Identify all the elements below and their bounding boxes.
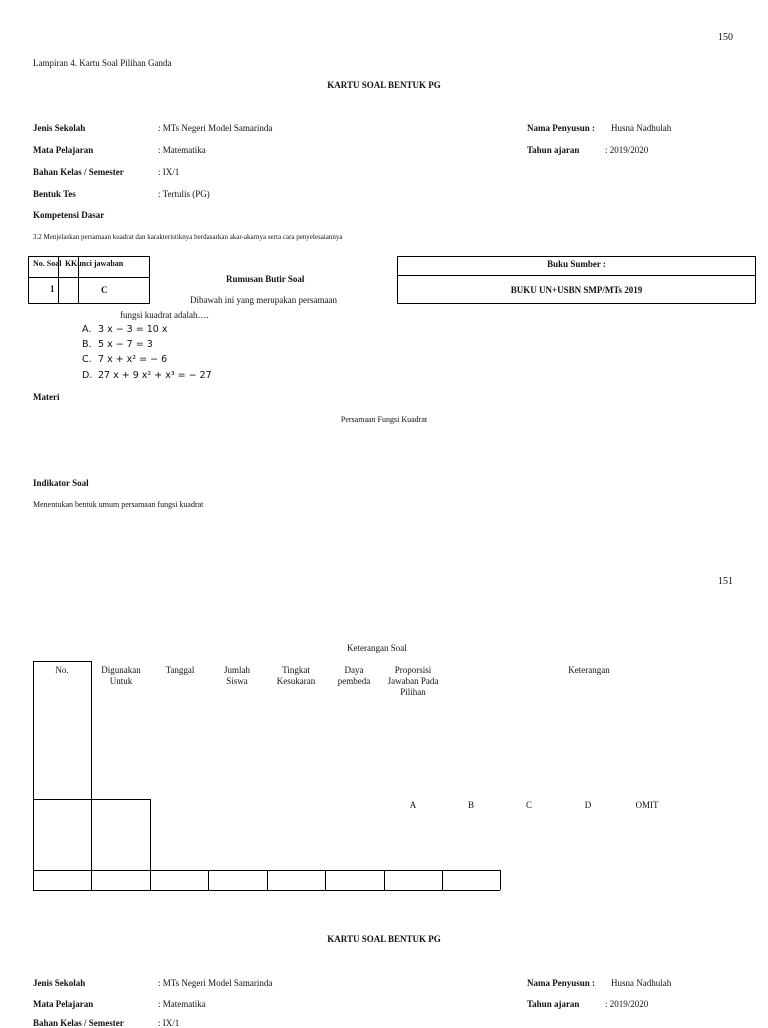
indikator-value: Menentukan bentuk umum persamaan fungsi kuadrat (33, 500, 204, 509)
tahun-ajaran-label: Tahun ajaran (527, 145, 580, 155)
materi-label: Materi (33, 392, 60, 402)
jenis-sekolah-label: Jenis Sekolah (33, 123, 86, 133)
page-number-2: 151 (718, 576, 733, 587)
bentuk-tes-label: Bentuk Tes (33, 189, 76, 199)
nama-penyusun-label: Nama Penyusun : (527, 123, 596, 133)
no-soal-header: No. Soal (33, 259, 62, 268)
option-b: B. 5 x − 7 = 3 (82, 339, 153, 350)
nama-penyusun-value-2: Husna Nadhulah (611, 978, 672, 988)
choice-omit: OMIT (635, 800, 659, 810)
k-header: K (65, 259, 72, 268)
question-text-line2: fungsi kuadrat adalah…. (120, 310, 209, 320)
kunci-jawaban-header: Kunci jawaban (71, 259, 124, 268)
tahun-ajaran-label-2: Tahun ajaran (527, 999, 580, 1009)
choice-b: B (467, 800, 474, 810)
header-no: No. (55, 665, 69, 675)
choice-a: A (409, 800, 417, 810)
header-digunakan: Digunakan Untuk (101, 665, 141, 686)
nama-penyusun-label-2: Nama Penyusun : (527, 978, 596, 988)
keterangan-soal-label: Keterangan Soal (347, 643, 407, 653)
header-proporsisi: Proporsisi Jawaban Pada Pilihan (387, 665, 439, 697)
option-c: C. 7 x + x² = − 6 (82, 354, 168, 365)
choice-d: D (584, 800, 592, 810)
buku-sumber-value: BUKU UN+USBN SMP/MTs 2019 (510, 285, 643, 295)
nama-penyusun-value: Husna Nadhulah (611, 123, 672, 133)
mata-pelajaran-value: : Matematika (158, 145, 206, 155)
mata-pelajaran-value-2: : Matematika (158, 999, 206, 1009)
indikator-label: Indikator Soal (33, 478, 89, 488)
page-number: 150 (718, 32, 733, 43)
jenis-sekolah-value: : MTs Negeri Model Samarinda (158, 123, 273, 133)
jenis-sekolah-value-2: : MTs Negeri Model Samarinda (158, 978, 273, 988)
header-jumlah: Jumlah Siswa (224, 665, 250, 686)
option-d: D. 27 x + 9 x² + x³ = − 27 (82, 370, 212, 381)
header-tanggal: Tanggal (165, 665, 195, 675)
bahan-kelas-label-2: Bahan Kelas / Semester (33, 1018, 124, 1028)
header-keterangan: Keterangan (568, 665, 610, 675)
appendix-label: Lampiran 4. Kartu Soal Pilihan Ganda (33, 58, 172, 68)
header-daya: Daya pembeda (337, 665, 371, 686)
option-a: A. 3 x − 3 = 10 x (82, 324, 168, 335)
buku-sumber-label: Buku Sumber : (547, 259, 606, 269)
question-number: 1 (50, 284, 55, 294)
bahan-kelas-value: : IX/1 (158, 167, 180, 177)
bahan-kelas-value-2: : IX/1 (158, 1018, 180, 1028)
answer-key-value: C (101, 285, 108, 295)
materi-value: Persamaan Fungsi Kuadrat (340, 415, 428, 424)
tahun-ajaran-value: : 2019/2020 (605, 145, 649, 155)
card-title-2: KARTU SOAL BENTUK PG (327, 934, 441, 944)
kompetensi-label: Kompetensi Dasar (33, 210, 105, 220)
jenis-sekolah-label-2: Jenis Sekolah (33, 978, 86, 988)
question-text-line1: Dibawah ini yang merupakan persamaan (190, 295, 337, 305)
mata-pelajaran-label: Mata Pelajaran (33, 145, 94, 155)
header-tingkat: Tingkat Kesukaran (276, 665, 316, 686)
bahan-kelas-label: Bahan Kelas / Semester (33, 167, 124, 177)
choice-c: C (525, 800, 532, 810)
tahun-ajaran-value-2: : 2019/2020 (605, 999, 649, 1009)
rumusan-label: Rumusan Butir Soal (226, 274, 305, 284)
kompetensi-text: 3.2 Menjelaskan persamaan kuadrat dan karakteristiknya berdasarkan akar-akarnya serta cara penyelesaiannya (33, 233, 343, 241)
bentuk-tes-value: : Tertulis (PG) (158, 189, 210, 199)
mata-pelajaran-label-2: Mata Pelajaran (33, 999, 94, 1009)
card-title: KARTU SOAL BENTUK PG (327, 80, 441, 90)
